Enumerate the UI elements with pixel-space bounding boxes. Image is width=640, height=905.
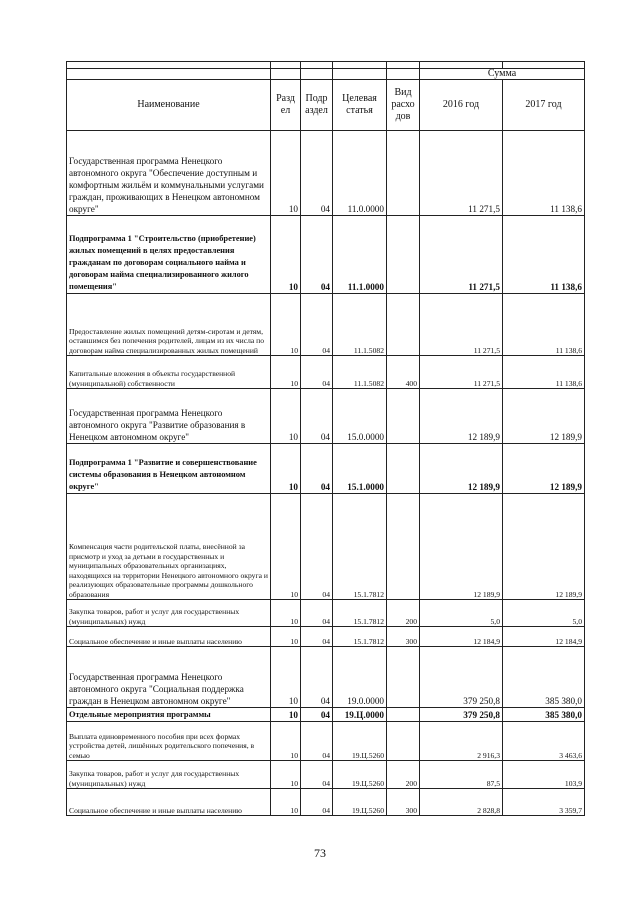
row-target: 19.Ц.5260: [333, 722, 387, 761]
row-2016: 11 271,5: [420, 356, 503, 389]
row-podrazdel: 04: [301, 389, 333, 444]
row-podrazdel: 04: [301, 647, 333, 708]
table-row: [67, 389, 585, 444]
row-2017: 11 138,6: [503, 356, 585, 389]
row-target: 15.0.0000: [333, 389, 387, 444]
row-razdel: 10: [271, 389, 301, 444]
table-row: [67, 356, 585, 389]
row-2016: 12 189,9: [420, 494, 503, 600]
row-podrazdel: 04: [301, 444, 333, 494]
row-vid: [387, 494, 420, 600]
table-row: [67, 647, 585, 708]
row-vid: [387, 294, 420, 356]
table-row: [67, 789, 585, 816]
row-razdel: 10: [271, 647, 301, 708]
header-sum: Сумма: [420, 69, 585, 80]
header-podrazdel: Подр аздел: [301, 80, 333, 131]
row-target: 11.1.5082: [333, 294, 387, 356]
page-number: 73: [314, 846, 326, 860]
row-name: Социальное обеспечение и иные выплаты населению: [67, 627, 271, 647]
table-header-row: [67, 80, 585, 131]
row-target: 19.0.0000: [333, 647, 387, 708]
row-target: 15.1.0000: [333, 444, 387, 494]
row-target: 15.1.7812: [333, 494, 387, 600]
row-2016: 2 916,3: [420, 722, 503, 761]
row-vid: [387, 708, 420, 722]
row-name: Социальное обеспечение и иные выплаты населению: [67, 789, 271, 816]
row-podrazdel: 04: [301, 600, 333, 627]
header-year-2016: 2016 год: [420, 80, 503, 131]
row-vid: 200: [387, 761, 420, 789]
row-2017: 12 189,9: [503, 494, 585, 600]
row-2017: 103,9: [503, 761, 585, 789]
row-2016: 379 250,8: [420, 647, 503, 708]
row-vid: [387, 647, 420, 708]
row-vid: [387, 216, 420, 294]
row-target: 11.1.0000: [333, 216, 387, 294]
row-target: 19.Ц.0000: [333, 708, 387, 722]
row-target: 19.Ц.5260: [333, 789, 387, 816]
row-2016: 12 189,9: [420, 389, 503, 444]
row-2017: 11 138,6: [503, 294, 585, 356]
row-podrazdel: 04: [301, 216, 333, 294]
row-podrazdel: 04: [301, 789, 333, 816]
row-2016: 5,0: [420, 600, 503, 627]
row-vid: [387, 389, 420, 444]
row-2016: 11 271,5: [420, 294, 503, 356]
header-target: Целевая статья: [333, 80, 387, 131]
row-2017: 11 138,6: [503, 131, 585, 216]
row-2016: 11 271,5: [420, 131, 503, 216]
row-razdel: 10: [271, 708, 301, 722]
row-vid: 300: [387, 789, 420, 816]
row-target: 11.1.5082: [333, 356, 387, 389]
row-podrazdel: 04: [301, 131, 333, 216]
table-row: [67, 216, 585, 294]
row-razdel: 10: [271, 216, 301, 294]
header-year-2017: 2017 год: [503, 80, 585, 131]
table-row: [67, 494, 585, 600]
row-target: 15.1.7812: [333, 627, 387, 647]
row-razdel: 10: [271, 600, 301, 627]
row-name: Капитальные вложения в объекты государственной (муниципальной) собственности: [67, 356, 271, 389]
row-2016: 379 250,8: [420, 708, 503, 722]
row-name: Выплата единовременного пособия при всех формах устройства детей, лишённых родительского попечения, в семью: [67, 722, 271, 761]
row-2016: 11 271,5: [420, 216, 503, 294]
row-vid: 300: [387, 627, 420, 647]
row-razdel: 10: [271, 789, 301, 816]
row-razdel: 10: [271, 131, 301, 216]
row-podrazdel: 04: [301, 761, 333, 789]
row-target: 15.1.7812: [333, 600, 387, 627]
row-podrazdel: 04: [301, 722, 333, 761]
row-vid: 400: [387, 356, 420, 389]
row-2016: 87,5: [420, 761, 503, 789]
budget-table: [66, 61, 585, 816]
row-razdel: 10: [271, 294, 301, 356]
table-header-sum-row: [67, 69, 585, 80]
row-vid: [387, 444, 420, 494]
row-vid: [387, 722, 420, 761]
row-vid: 200: [387, 600, 420, 627]
row-name: Отдельные мероприятия программы: [67, 708, 271, 722]
row-podrazdel: 04: [301, 708, 333, 722]
row-podrazdel: 04: [301, 627, 333, 647]
row-podrazdel: 04: [301, 356, 333, 389]
table-row: [67, 722, 585, 761]
row-name: Закупка товаров, работ и услуг для государственных (муниципальных) нужд: [67, 761, 271, 789]
row-name: Подпрограмма 1 "Развитие и совершенствование системы образования в Ненецком автономном округе": [67, 444, 271, 494]
row-2017: 12 189,9: [503, 444, 585, 494]
row-2017: 12 189,9: [503, 389, 585, 444]
row-2017: 385 380,0: [503, 708, 585, 722]
row-razdel: 10: [271, 761, 301, 789]
row-podrazdel: 04: [301, 294, 333, 356]
row-razdel: 10: [271, 356, 301, 389]
row-razdel: 10: [271, 722, 301, 761]
row-name: Государственная программа Ненецкого автономного округа "Развитие образования в Ненецком автономном округе": [67, 389, 271, 444]
row-razdel: 10: [271, 494, 301, 600]
row-2017: 11 138,6: [503, 216, 585, 294]
row-2016: 12 189,9: [420, 444, 503, 494]
row-name: Государственная программа Ненецкого автономного округа "Социальная поддержка граждан в Ненецком автономном округе": [67, 647, 271, 708]
row-target: 19.Ц.5260: [333, 761, 387, 789]
header-razdel: Разд ел: [271, 80, 301, 131]
row-2016: 2 828,8: [420, 789, 503, 816]
row-2016: 12 184,9: [420, 627, 503, 647]
row-2017: 5,0: [503, 600, 585, 627]
table-row: [67, 131, 585, 216]
row-razdel: 10: [271, 627, 301, 647]
row-name: Закупка товаров, работ и услуг для государственных (муниципальных) нужд: [67, 600, 271, 627]
row-name: Предоставление жилых помещений детям-сиротам и детям, оставшимся без попечения родителей, лицам из их числа по договорам найма специализированных жилых помещений: [67, 294, 271, 356]
row-razdel: 10: [271, 444, 301, 494]
row-name: Подпрограмма 1 "Строительство (приобретение) жилых помещений в целях предоставления гражданам по договорам социального найма и договорам найма специализированного жилого помещения": [67, 216, 271, 294]
row-name: Компенсация части родительской платы, внесённой за присмотр и уход за детьми в государственных и муниципальных образовательных организациях, находящихся на территории Ненецкого автономного округа и реализующих образовательные программы дошкольного образования: [67, 494, 271, 600]
table-spacer-row: [67, 62, 585, 69]
row-target: 11.0.0000: [333, 131, 387, 216]
header-expense-type: Вид расхо дов: [387, 80, 420, 131]
row-podrazdel: 04: [301, 494, 333, 600]
row-vid: [387, 131, 420, 216]
row-2017: 385 380,0: [503, 647, 585, 708]
row-2017: 3 359,7: [503, 789, 585, 816]
table-row: [67, 294, 585, 356]
table-row: [67, 761, 585, 789]
row-2017: 3 463,6: [503, 722, 585, 761]
header-name: Наименование: [67, 80, 271, 131]
table-row: [67, 444, 585, 494]
row-2017: 12 184,9: [503, 627, 585, 647]
table-row: [67, 708, 585, 722]
row-name: Государственная программа Ненецкого автономного округа "Обеспечение доступным и комфортным жильём и коммунальными услугами граждан, проживающих в Ненецком автономном округе": [67, 131, 271, 216]
table-row: [67, 600, 585, 627]
table-row: [67, 627, 585, 647]
